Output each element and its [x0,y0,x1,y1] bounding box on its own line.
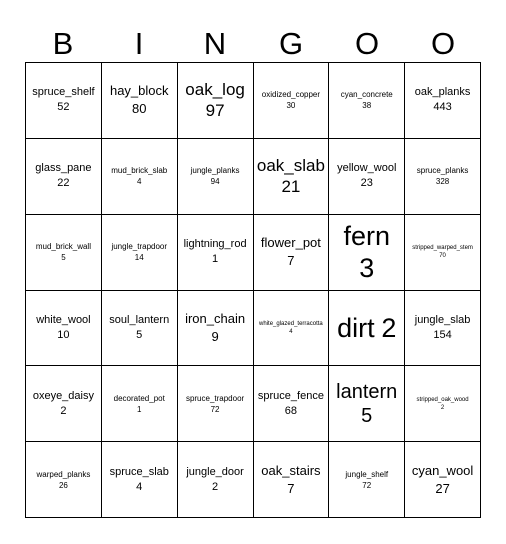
cell-content [33,389,94,419]
bingo-cell[interactable] [405,63,481,139]
cell-item-name: glass_pane [35,162,92,175]
cell-content [32,85,94,115]
cell-item-count: 2 [381,312,397,343]
cell-item-name: spruce_planks [416,166,469,176]
cell-item-name: white_glazed_terracotta [259,320,323,327]
cell-content [412,462,473,498]
cell-item-count: 2 [440,404,445,411]
bingo-cell[interactable] [178,139,254,215]
cell-item-count: 443 [433,101,452,114]
cell-item-name: spruce_slab [109,465,169,478]
bingo-cell[interactable] [254,366,330,442]
cell-content [345,469,388,491]
cell-item-count: 5 [61,253,66,263]
cell-item-count: 5 [361,404,373,427]
cell-item-count: 7 [287,480,295,496]
cell-content [343,220,390,284]
header-letter-2: I [134,26,144,61]
bingo-cell[interactable] [26,442,102,518]
cell-content [185,79,245,121]
bingo-cell[interactable] [254,291,330,367]
cell-content [191,165,240,187]
cell-item-name: warped_planks [36,469,91,479]
cell-content [258,389,324,419]
cell-item-count: 72 [210,404,220,414]
cell-item-name: cyan_wool [411,462,474,478]
bingo-cell[interactable] [178,291,254,367]
cell-item-name: jungle_slab [414,313,471,326]
cell-content [341,89,393,111]
cell-item-name: dirt [337,312,375,343]
cell-content [186,393,244,415]
cell-item-count: 94 [210,177,220,187]
bingo-cell[interactable] [405,442,481,518]
cell-content [417,165,469,187]
bingo-grid [25,62,481,518]
header-letter-5: O [354,26,380,61]
cell-item-count: 4 [289,328,293,335]
bingo-cell[interactable] [405,291,481,367]
cell-item-name: oak_planks [414,86,471,99]
cell-item-count: 21 [281,177,301,197]
cell-content [186,465,244,495]
cell-item-name: spruce_fence [257,389,324,402]
bingo-cell[interactable] [254,442,330,518]
cell-item-count: 80 [132,101,147,117]
cell-item-name: decorated_pot [113,393,165,403]
cell-item-name: lightning_rod [183,238,247,251]
bingo-cell[interactable] [102,215,178,291]
cell-item-count: 154 [433,328,452,341]
cell-item-name: white_wool [36,313,91,326]
cell-content [337,161,396,191]
bingo-cell[interactable] [329,215,405,291]
bingo-cell[interactable] [329,366,405,442]
cell-item-count: 2 [212,480,219,493]
bingo-cell[interactable] [254,215,330,291]
bingo-cell[interactable] [254,63,330,139]
cell-item-name: jungle_door [186,465,244,478]
cell-item-name: oak_stairs [261,462,321,478]
cell-content [109,313,169,343]
bingo-header [25,26,481,62]
cell-content [37,469,91,491]
cell-item-count: 97 [205,101,225,121]
cell-item-name: yellow_wool [337,162,397,175]
cell-item-name: fern [343,221,390,252]
cell-item-count: 70 [439,253,446,260]
bingo-cell[interactable] [329,63,405,139]
cell-item-name: spruce_shelf [32,86,95,99]
bingo-cell[interactable] [26,215,102,291]
cell-item-name: hay_block [109,83,169,99]
cell-item-name: jungle_planks [190,166,240,176]
cell-content [259,320,323,336]
bingo-cell[interactable] [329,139,405,215]
cell-item-count: 2 [60,404,67,417]
cell-content [257,155,325,197]
cell-item-count: 9 [211,328,219,344]
cell-item-count: 52 [57,101,70,114]
cell-content [337,312,396,344]
cell-content [261,462,320,498]
cell-content [36,313,90,343]
cell-item-name: jungle_shelf [345,469,389,479]
cell-item-count: 328 [435,177,450,187]
cell-content [110,82,169,118]
cell-content [114,393,165,415]
bingo-cell[interactable] [102,139,178,215]
bingo-cell[interactable] [405,139,481,215]
cell-item-count: 23 [360,177,373,190]
cell-item-count: 3 [359,253,375,284]
cell-content [261,234,321,270]
bingo-cell[interactable] [102,442,178,518]
header-letter-6: O [430,26,456,61]
cell-content [417,396,469,412]
cell-item-name: lantern [336,380,398,403]
bingo-cell[interactable] [26,139,102,215]
cell-content [35,161,91,191]
cell-item-count: 4 [137,177,142,187]
bingo-cell[interactable] [26,291,102,367]
cell-item-name: oxidized_copper [261,90,321,100]
bingo-cell[interactable] [405,366,481,442]
cell-item-count: 5 [136,328,143,341]
bingo-cell[interactable] [178,215,254,291]
bingo-cell[interactable] [254,139,330,215]
bingo-cell[interactable] [102,366,178,442]
cell-content [184,237,247,267]
bingo-cell[interactable] [102,291,178,367]
bingo-cell[interactable] [178,63,254,139]
cell-item-name: mud_brick_slab [111,166,168,176]
bingo-cell[interactable] [329,291,405,367]
cell-item-name: iron_chain [185,310,246,326]
bingo-cell[interactable] [178,442,254,518]
cell-item-count: 38 [362,101,372,111]
cell-item-count: 1 [212,253,219,266]
cell-item-count: 30 [286,101,296,111]
cell-item-count: 72 [362,480,372,490]
cell-item-count: 26 [58,480,68,490]
cell-content [110,465,169,495]
cell-content [185,310,245,346]
bingo-cell[interactable] [26,63,102,139]
cell-content [111,165,167,187]
cell-content [336,380,397,428]
cell-item-name: stripped_warped_stem [412,245,473,252]
cell-item-count: 14 [134,253,144,263]
cell-item-count: 27 [435,480,450,496]
cell-content [415,85,471,115]
cell-content [111,241,167,263]
cell-content [262,89,320,111]
cell-content [412,244,473,260]
cell-item-name: soul_lantern [109,313,170,326]
cell-item-name: flower_pot [260,235,321,251]
cell-content [415,313,471,343]
cell-item-name: oxeye_daisy [32,389,94,402]
cell-item-name: mud_brick_wall [35,242,91,252]
cell-item-count: 22 [57,177,70,190]
header-letter-1: B [52,26,74,61]
bingo-cell[interactable] [405,215,481,291]
cell-item-count: 1 [137,404,142,414]
cell-item-count: 4 [136,480,143,493]
cell-item-name: jungle_trapdoor [111,242,168,252]
cell-item-name: oak_slab [256,156,325,176]
bingo-cell[interactable] [102,63,178,139]
cell-item-count: 7 [287,253,295,269]
header-letter-4: G [278,26,304,61]
cell-item-name: oak_log [185,80,245,100]
bingo-cell[interactable] [26,366,102,442]
cell-item-name: cyan_concrete [340,90,393,100]
bingo-cell[interactable] [329,442,405,518]
header-letter-3: N [203,26,227,61]
cell-item-name: stripped_oak_wood [416,396,469,403]
cell-item-name: spruce_trapdoor [185,393,245,403]
cell-item-count: 10 [57,328,70,341]
cell-item-count: 68 [284,404,298,417]
bingo-cell[interactable] [178,366,254,442]
cell-content [36,241,91,263]
